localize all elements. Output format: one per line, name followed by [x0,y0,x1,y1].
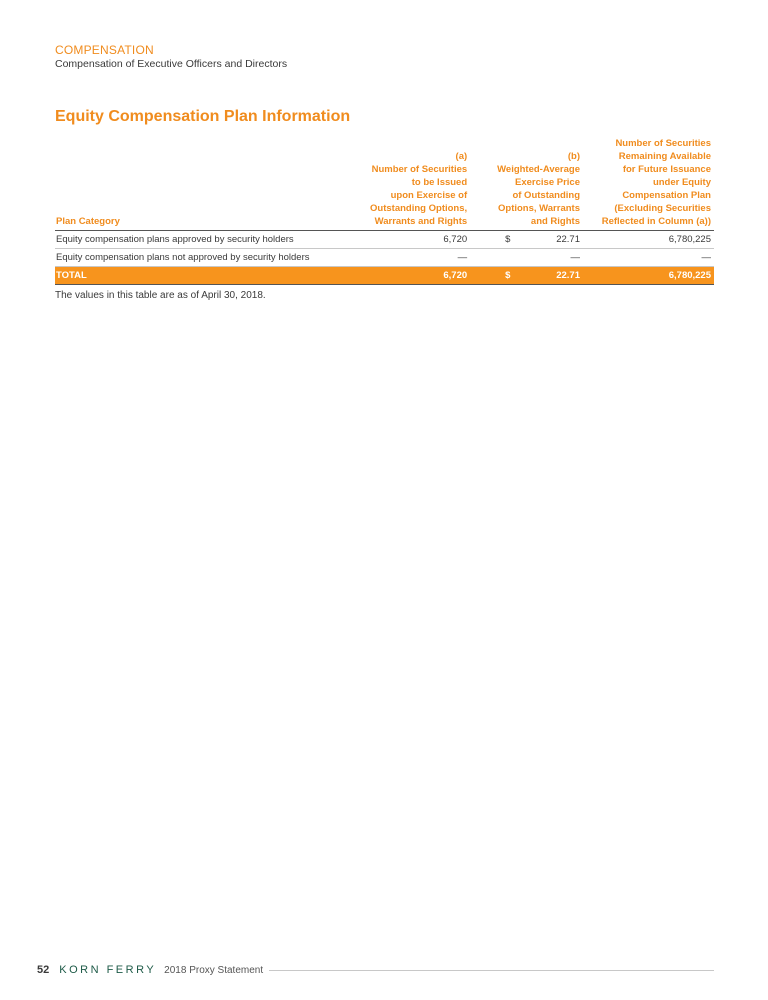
total-row [55,267,714,285]
total-value-c: 6,780,225 [583,267,714,285]
header-column-b [470,137,583,231]
row-value-c: — [583,249,714,267]
header-b-line: and Rights [530,216,580,227]
header-c-line: for Future Issuance [622,164,711,175]
header-b-line: Weighted-Average [497,164,580,175]
brand-logo: KORN FERRY [59,964,157,976]
header-a-line: Number of Securities [371,164,468,175]
row-value-a: 6,720 [349,231,470,249]
header-a-line: Outstanding Options, [370,203,468,214]
page-title: Equity Compensation Plan Information [55,108,351,125]
header-b-line: Exercise Price [515,177,580,188]
equity-compensation-table [55,137,714,285]
header-b-line: Options, Warrants [498,203,580,214]
header-plan-category: Plan Category [55,137,349,231]
table-row [55,231,714,249]
header-column-c [583,137,714,231]
table-footnote: The values in this table are as of April 30, 2018. [55,290,266,301]
header-c-line: Remaining Available [618,151,711,162]
header-c-line: Reflected in Column (a)) [601,216,711,227]
page-number: 52 [37,964,50,976]
row-category: Equity compensation plans not approved by security holders [55,249,349,267]
row-value-b: — [528,249,583,267]
header-b-line: (b) [567,151,580,162]
header-a-line: Warrants and Rights [374,216,468,227]
row-value-c: 6,780,225 [583,231,714,249]
row-value-a: — [349,249,470,267]
row-currency-symbol: $ [470,231,528,249]
table-row [55,249,714,267]
header-a-line: (a) [455,151,468,162]
row-category: Equity compensation plans approved by security holders [55,231,349,249]
section-label: COMPENSATION [55,43,154,57]
page-footer [37,962,714,978]
header-c-line: under Equity [652,177,711,188]
table-header-row [55,137,714,231]
header-b-line: of Outstanding [512,190,580,201]
header-c-line: Number of Securities [615,138,711,149]
total-value-b: 22.71 [528,267,583,285]
header-column-a [349,137,470,231]
total-label: TOTAL [55,267,349,285]
row-value-b: 22.71 [528,231,583,249]
section-subtitle: Compensation of Executive Officers and Directors [55,58,288,70]
row-currency-symbol [470,249,528,267]
document-title: 2018 Proxy Statement [164,964,264,976]
header-c-line: Compensation Plan [622,190,711,201]
total-currency-symbol: $ [470,267,528,285]
total-value-a: 6,720 [349,267,470,285]
header-c-line: (Excluding Securities [614,203,711,214]
footer-divider [269,970,714,971]
header-a-line: to be Issued [411,177,468,188]
header-a-line: upon Exercise of [390,190,468,201]
